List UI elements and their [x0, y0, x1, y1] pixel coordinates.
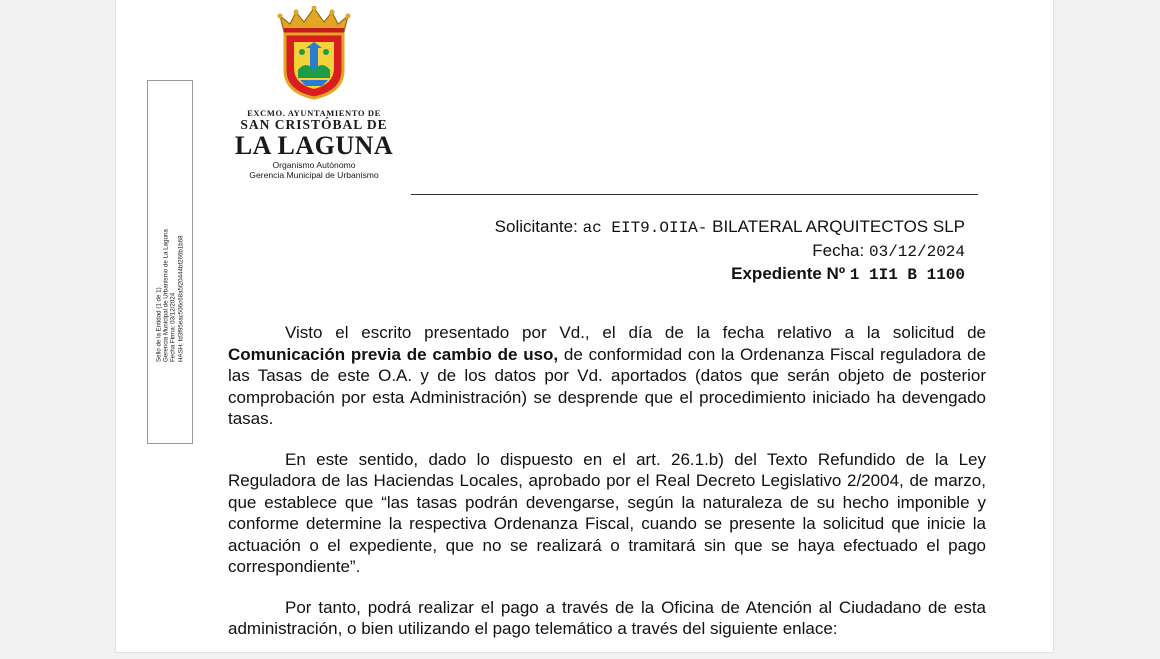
seal-line-4: HASH: fd3f95eac506c68a5f20444bf266b1b68: [177, 235, 185, 362]
paragraph-1-start: Visto el escrito presentado por Vd., el día de la fecha relativo a la solicitud de: [285, 323, 986, 342]
seal-line-3: Fecha Firma: 03/12/2024: [170, 292, 177, 362]
seal-line-1: Sello de la Entidad (1 de 1): [155, 287, 163, 362]
paragraph-1: [228, 322, 986, 430]
seal-text: [156, 162, 185, 362]
seal-line-2: Gerencia Municipal de Urbanismo de La Laguna: [162, 229, 170, 362]
electronic-seal-box: [147, 80, 193, 444]
applicant-label: Solicitante:: [494, 217, 578, 236]
logo-line-1: EXCMO. AYUNTAMIENTO DE: [247, 108, 381, 118]
letter-body: [228, 322, 986, 659]
document-page: [116, 0, 1053, 652]
file-number-line: [495, 263, 965, 287]
logo-line-5: Gerencia Municipal de Urbanismo: [249, 170, 379, 180]
date-value: 03/12/2024: [868, 242, 965, 261]
procedure-name: Comunicación previa de cambio de uso,: [228, 344, 559, 364]
date-line: [495, 240, 965, 264]
applicant-name: BILATERAL ARQUITECTOS SLP: [712, 217, 965, 236]
header-divider: [411, 194, 978, 195]
applicant-value: ac EIT9.OIIA-: [582, 219, 708, 237]
file-value: 1 1I1 B 1100: [849, 266, 965, 284]
paragraph-2: En este sentido, dado lo dispuesto en el art. 26.1.b) del Texto Refundido de la Ley Reguladora de las Haciendas Locales, aprobado por el Real Decreto Legislativo 2/2004, de marzo, que establece que “las tasas podrán devengarse, según la naturaleza de su hecho imponible y conforme determine la respectiva Ordenanza Fiscal, cuando se presente la solicitud que inicie la actuación o el expediente, que no se realizará o tramitará sin que se haya efectuado el pago correspondiente”.: [228, 449, 986, 576]
logo-line-2: SAN CRISTÓBAL DE: [240, 117, 388, 132]
logo-line-4: Organismo Autónomo: [272, 160, 356, 170]
paragraph-3: Por tanto, podrá realizar el pago a través de la Oficina de Atención al Ciudadano de esta administración, o bien utilizando el pago telemático a través del siguiente enlace:: [228, 597, 986, 638]
date-label: Fecha:: [812, 240, 865, 260]
logo-line-3: LA LAGUNA: [234, 131, 394, 160]
document-metadata: [495, 216, 965, 287]
coat-of-arms-icon: [276, 6, 352, 100]
paragraph-1-end: de conformidad con la Ordenanza Fiscal reguladora de las Tasas de este O.A. y de los datos por Vd. aportados (datos que serán objeto de posterior comprobación por esta Administración) se desprende que el procedimiento iniciado ha devengado tasas.: [228, 344, 986, 428]
file-label: Expediente Nº: [731, 264, 846, 283]
applicant-line: [495, 216, 965, 240]
institution-name: [232, 108, 396, 180]
